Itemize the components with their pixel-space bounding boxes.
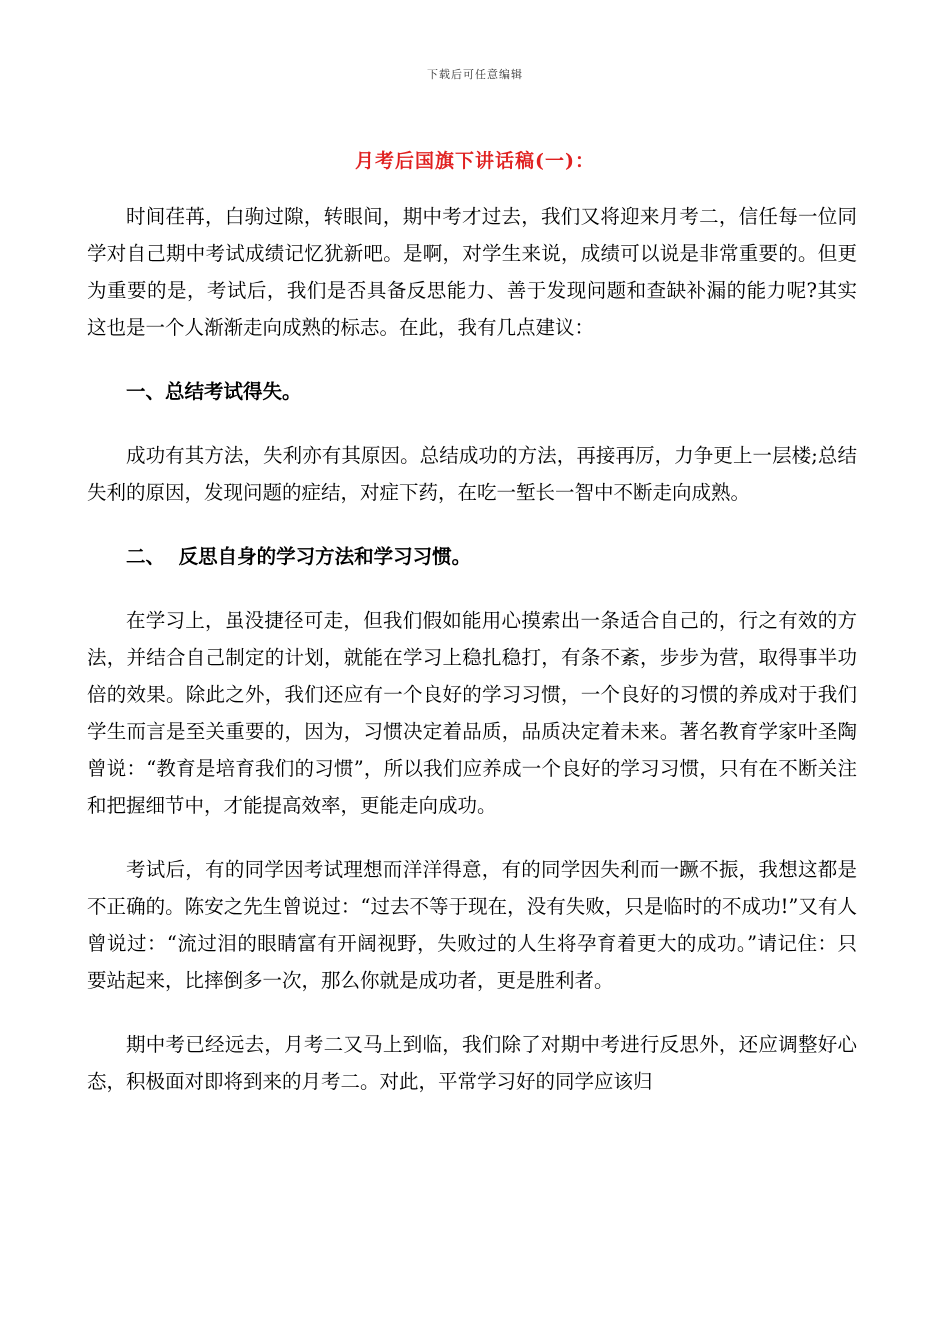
section-2-heading: 二、 反思自身的学习方法和学习习惯。: [126, 545, 472, 568]
section-2-paragraph: 在学习上，虽没捷径可走，但我们假如能用心摸索出一条适合自己的，行之有效的方法，并结合自己制定的计划，就能在学习上稳扎稳打，有条不紊，步步为营，取得事半功倍的效果。除此之外，我们还应有一个良好的学习习惯，一个良好的习惯的养成对于我们学生而言是至关重要的，因为，习惯决定着品质，品质决定着未来。著名教育学家叶圣陶曾说：“教育是培育我们的习惯”，所以我们应养成一个良好的学习习惯，只有在不断关注和把握细节中，才能提高效率，更能走向成功。: [87, 609, 857, 817]
after-exam-paragraph: 考试后，有的同学因考试理想而洋洋得意，有的同学因失利而一蹶不振，我想这都是不正确的。陈安之先生曾说过：“过去不等于现在，没有失败，只是临时的不成功!”又有人曾说过：“流过泪的眼睛富有开阔视野，失败过的人生将孕育着更大的成功。”请记住：只要站起来，比摔倒多一次，那么你就是成功者，更是胜利者。: [87, 858, 857, 992]
document-title: 月考后国旗下讲话稿(一)：: [355, 150, 595, 172]
intro-paragraph: 时间荏苒，白驹过隙，转眼间，期中考才过去，我们又将迎来月考二，信任每一位同学对自己期中考试成绩记忆犹新吧。是啊，对学生来说，成绩可以说是非常重要的。但更为重要的是，考试后，我们是否具备反思能力、善于发现问题和查缺补漏的能力呢?其实这也是一个人渐渐走向成熟的标志。在此，我有几点建议：: [87, 205, 857, 339]
section-1-paragraph: 成功有其方法，失利亦有其原因。总结成功的方法，再接再厉，力争更上一层楼;总结失利的原因，发现问题的症结，对症下药，在吃一堑长一智中不断走向成熟。: [87, 444, 857, 504]
document-body: [87, 198, 857, 1127]
section-1-heading: 一、总结考试得失。: [126, 380, 302, 403]
page-header-note: 下载后可任意编辑: [427, 68, 523, 81]
midterm-paragraph: 期中考已经远去，月考二又马上到临，我们除了对期中考进行反思外，还应调整好心态，积极面对即将到来的月考二。对此，平常学习好的同学应该归: [87, 1033, 857, 1093]
